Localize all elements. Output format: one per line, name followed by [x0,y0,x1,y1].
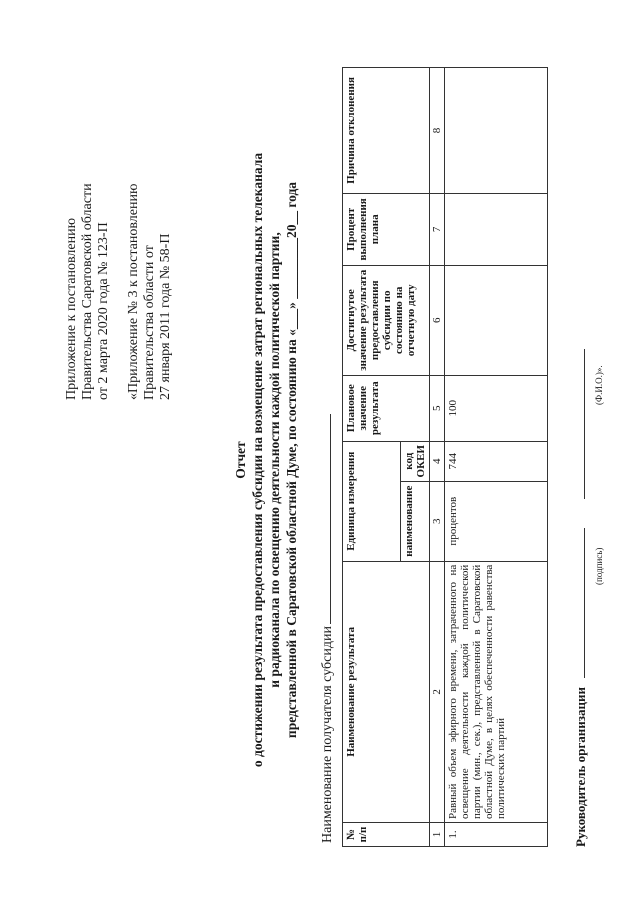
appendix-note [64,100,174,400]
table-row [445,68,548,847]
row-achieved [445,265,548,375]
header-unit-code: код ОКЕИ [401,441,430,481]
appendix-line: от 2 марта 2020 года № 123-П [96,222,111,400]
column-number: 1 [430,823,445,847]
column-number: 4 [430,441,445,481]
row-reason [445,68,548,194]
row-unit-code: 744 [445,441,548,481]
header-reason: Причина отклонения [343,68,430,194]
row-num: 1. [445,823,548,847]
column-number: 8 [430,68,445,194]
signature-label: Руководитель организации [573,687,588,847]
appendix-line: Правительства области от [142,245,157,400]
row-planned: 100 [445,375,548,441]
name-caption: (Ф.И.О.)». [594,365,604,405]
column-number: 2 [430,561,445,822]
report-title [232,75,300,845]
header-unit: Единица измерения [343,441,401,561]
header-num: № п/п [343,823,430,847]
column-number: 5 [430,375,445,441]
appendix-line: 27 января 2011 года № 58-П [158,233,173,400]
report-title-line: и радиоканала по освещению деятельности каждой политической партии, [267,232,282,688]
name-line [572,349,585,499]
report-heading: Отчет [233,441,248,479]
column-number-row [430,68,445,847]
column-number: 3 [430,481,445,561]
report-title-line: о достижении результата предоставления субсидии на возмещение затрат региональных телеканала [250,152,265,768]
signature-caption: (подпись) [594,547,604,585]
recipient-label: Наименование получателя субсидии [320,626,335,843]
header-result-name: Наименование результата [343,561,430,822]
header-percent: Процент выполнения плана [343,193,430,265]
header-achieved: Достигнутое значение результата предоставления субсидии по состоянию на отчетную дату [343,265,430,375]
report-table [342,67,548,847]
appendix-line: «Приложение № 3 к постановлению [126,183,141,400]
report-title-line: представленной в Саратовской областной Думе, по состоянию на «___» _________20__ года [284,181,299,739]
row-percent [445,193,548,265]
header-planned: Плановое значение результата [343,375,430,441]
column-number: 6 [430,265,445,375]
row-unit-name: процентов [445,481,548,561]
row-result-name: Равный объем эфирного времени, затраченного на освещение деятельности каждой политической партии (мин., сек.), представленной в Саратовской областной Думе, в целях обеспеченности равенства политических партий [445,561,548,822]
signature-line [572,528,585,678]
recipient-field [318,414,336,843]
appendix-line: Приложение к постановлению [64,217,79,400]
signature-block [572,67,604,847]
recipient-blank-line [318,414,331,624]
appendix-line: Правительства Саратовской области [80,183,95,400]
column-number: 7 [430,193,445,265]
header-unit-name: наименование [401,481,430,561]
